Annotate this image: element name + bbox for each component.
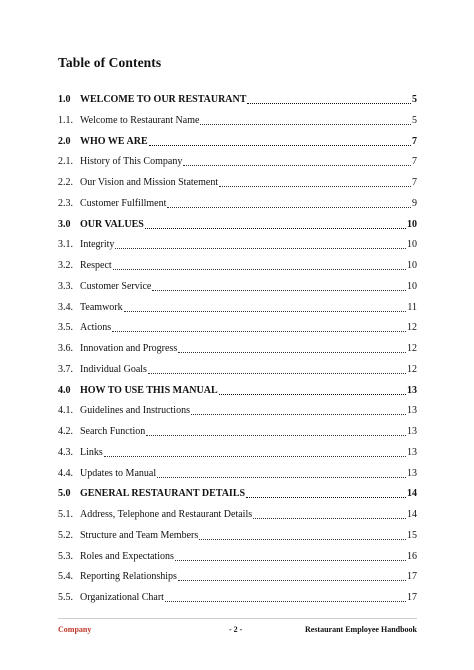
toc-entry[interactable]: [58, 570, 417, 591]
toc-dot-leader: [178, 580, 406, 581]
toc-entry[interactable]: [58, 176, 417, 197]
toc-dot-leader: [253, 518, 406, 519]
toc-entry-label: Customer Service: [80, 280, 152, 292]
toc-entry-page: 15: [407, 529, 417, 541]
toc-entry-page: 13: [407, 384, 417, 396]
toc-entry[interactable]: [58, 425, 417, 446]
toc-entry[interactable]: [58, 446, 417, 467]
toc-entry[interactable]: [58, 508, 417, 529]
toc-entry-number: 3.1.: [58, 239, 73, 251]
toc-list: [58, 93, 417, 612]
toc-section-heading[interactable]: [58, 93, 417, 114]
toc-entry-number: 1.1.: [58, 114, 73, 126]
toc-dot-leader: [246, 497, 406, 498]
toc-dot-leader: [115, 248, 406, 249]
toc-dot-leader: [247, 103, 411, 104]
toc-entry-link[interactable]: [80, 342, 417, 356]
toc-entry-number: 3.3.: [58, 280, 73, 292]
toc-entry-number: 4.2.: [58, 426, 73, 437]
toc-dot-leader: [112, 331, 406, 332]
toc-entry-page: 5: [412, 94, 417, 105]
toc-entry-page: 12: [407, 363, 417, 375]
toc-entry-number: 2.2.: [58, 177, 73, 188]
toc-entry-number: 4.1.: [58, 405, 73, 417]
toc-entry-page: 13: [407, 405, 417, 417]
toc-entry-link[interactable]: [80, 114, 417, 128]
toc-dot-leader: [146, 435, 406, 436]
toc-entry-label: Actions: [80, 322, 112, 334]
toc-dot-leader: [219, 186, 411, 187]
toc-entry-number: 3.4.: [58, 301, 73, 313]
toc-entry-number: 5.4.: [58, 571, 73, 583]
toc-entry-link[interactable]: [80, 570, 417, 584]
toc-entry-label: HOW TO USE THIS MANUAL: [80, 384, 218, 396]
toc-entry[interactable]: [58, 591, 417, 612]
toc-section-heading[interactable]: [58, 487, 417, 508]
toc-entry-page: 10: [407, 260, 417, 271]
toc-dot-leader: [200, 124, 411, 125]
toc-entry-link[interactable]: [80, 591, 417, 605]
toc-entry[interactable]: [58, 155, 417, 176]
toc-dot-leader: [178, 352, 406, 353]
toc-entry-label: Innovation and Progress: [80, 343, 178, 354]
toc-entry-label: Integrity: [80, 239, 115, 251]
toc-entry-page: 11: [407, 301, 417, 313]
toc-entry-link[interactable]: [80, 446, 417, 460]
toc-entry-number: 3.2.: [58, 260, 73, 271]
toc-entry-label: Structure and Team Members: [80, 529, 199, 541]
toc-entry-link[interactable]: [80, 93, 417, 107]
toc-entry-link[interactable]: [80, 218, 417, 232]
page-footer: [58, 618, 417, 639]
toc-entry-link[interactable]: [80, 259, 417, 273]
toc-entry-number: 5.5.: [58, 592, 73, 603]
toc-entry-link[interactable]: [80, 508, 417, 522]
toc-entry-label: Updates to Manual: [80, 467, 157, 479]
toc-dot-leader: [113, 269, 406, 270]
toc-entry-label: GENERAL RESTAURANT DETAILS: [80, 488, 246, 500]
toc-dot-leader: [165, 601, 406, 602]
toc-entry-page: 17: [407, 571, 417, 583]
toc-entry-link[interactable]: [80, 321, 417, 335]
toc-entry-label: History of This Company: [80, 156, 183, 168]
toc-entry-label: OUR VALUES: [80, 218, 144, 230]
toc-dot-leader: [167, 207, 411, 208]
toc-entry-label: WELCOME TO OUR RESTAURANT: [80, 94, 247, 105]
toc-dot-leader: [175, 560, 406, 561]
toc-section-heading[interactable]: [58, 135, 417, 156]
toc-entry-link[interactable]: [80, 197, 417, 211]
toc-entry-label: Links: [80, 446, 103, 458]
toc-entry-number: 4.4.: [58, 467, 73, 479]
toc-entry-page: 7: [412, 156, 417, 168]
toc-entry-number: 5.3.: [58, 550, 73, 562]
toc-dot-leader: [157, 477, 406, 478]
toc-dot-leader: [145, 228, 406, 229]
toc-entry[interactable]: [58, 114, 417, 135]
toc-entry-page: 10: [407, 280, 417, 292]
toc-entry-page: 16: [407, 550, 417, 562]
toc-entry[interactable]: [58, 259, 417, 280]
toc-section-heading[interactable]: [58, 384, 417, 405]
toc-dot-leader: [183, 165, 411, 166]
toc-dot-leader: [149, 145, 411, 146]
toc-entry-number: 1.0: [58, 94, 71, 105]
footer-page-number: - 2 -: [229, 625, 243, 634]
footer-document-title: Restaurant Employee Handbook: [304, 625, 417, 634]
toc-section-heading[interactable]: [58, 218, 417, 239]
toc-entry-page: 13: [407, 426, 417, 437]
toc-entry-link[interactable]: [80, 467, 417, 481]
toc-entry-page: 13: [407, 446, 417, 458]
toc-entry-number: 4.3.: [58, 446, 73, 458]
toc-entry-number: 5.1.: [58, 509, 73, 520]
toc-dot-leader: [148, 373, 406, 374]
toc-entry[interactable]: [58, 280, 417, 301]
toc-entry-label: WHO WE ARE: [80, 135, 148, 147]
toc-dot-leader: [191, 414, 406, 415]
toc-entry-page: 17: [407, 592, 417, 603]
toc-entry-page: 10: [407, 218, 417, 230]
toc-dot-leader: [104, 456, 406, 457]
toc-entry-label: Our Vision and Mission Statement: [80, 177, 219, 188]
toc-entry-link[interactable]: [80, 425, 417, 439]
toc-entry-label: Teamwork: [80, 301, 123, 313]
toc-entry-number: 3.5.: [58, 322, 73, 334]
toc-entry-page: 12: [407, 343, 417, 354]
toc-dot-leader: [152, 290, 406, 291]
toc-entry-number: 2.3.: [58, 197, 73, 209]
toc-entry-link[interactable]: [80, 404, 417, 418]
toc-entry-link[interactable]: [80, 529, 417, 543]
toc-entry-page: 10: [407, 239, 417, 251]
toc-dot-leader: [219, 394, 406, 395]
toc-entry-page: 14: [407, 509, 417, 520]
toc-dot-leader: [199, 539, 406, 540]
toc-entry-number: 2.0: [58, 135, 71, 147]
toc-entry-page: 5: [412, 114, 417, 126]
toc-entry-link[interactable]: [80, 384, 417, 398]
toc-entry-page: 13: [407, 467, 417, 479]
footer-company: Company: [58, 625, 92, 634]
toc-entry[interactable]: [58, 404, 417, 425]
toc-entry-label: Organizational Chart: [80, 592, 164, 603]
toc-entry-number: 3.6.: [58, 343, 73, 354]
toc-entry-page: 7: [412, 177, 417, 188]
toc-dot-leader: [124, 311, 407, 312]
toc-entry-label: Guidelines and Instructions: [80, 405, 190, 417]
toc-entry-label: Individual Goals: [80, 363, 147, 375]
toc-entry-link[interactable]: [80, 135, 417, 149]
toc-entry-label: Search Function: [80, 426, 146, 437]
toc-entry-link[interactable]: [80, 487, 417, 501]
toc-entry[interactable]: [58, 363, 417, 384]
toc-entry-link[interactable]: [80, 301, 417, 315]
toc-entry[interactable]: [58, 342, 417, 363]
toc-entry-number: 2.1.: [58, 156, 73, 168]
toc-entry-number: 3.7.: [58, 363, 73, 375]
toc-entry[interactable]: [58, 467, 417, 488]
toc-entry-number: 3.0: [58, 218, 71, 230]
toc-entry-page: 9: [412, 197, 417, 209]
toc-entry-page: 7: [412, 135, 417, 147]
toc-entry-label: Roles and Expectations: [80, 550, 174, 562]
toc-entry-link[interactable]: [80, 176, 417, 190]
toc-entry[interactable]: [58, 550, 417, 571]
toc-entry[interactable]: [58, 321, 417, 342]
toc-entry-page: 12: [407, 322, 417, 334]
toc-entry-page: 14: [407, 488, 417, 500]
toc-entry-number: 5.2.: [58, 529, 73, 541]
toc-entry[interactable]: [58, 238, 417, 259]
toc-entry-label: Welcome to Restaurant Name: [80, 114, 200, 126]
toc-entry-link[interactable]: [80, 550, 417, 564]
toc-entry-link[interactable]: [80, 280, 417, 294]
toc-entry[interactable]: [58, 529, 417, 550]
toc-entry-link[interactable]: [80, 238, 417, 252]
toc-entry[interactable]: [58, 197, 417, 218]
toc-entry-link[interactable]: [80, 363, 417, 377]
toc-entry-label: Reporting Relationships: [80, 571, 177, 583]
toc-entry-label: Respect: [80, 260, 112, 271]
toc-entry[interactable]: [58, 301, 417, 322]
toc-entry-number: 5.0: [58, 488, 71, 500]
toc-entry-label: Address, Telephone and Restaurant Details: [80, 509, 253, 520]
toc-title: Table of Contents: [58, 55, 162, 70]
toc-entry-link[interactable]: [80, 155, 417, 169]
toc-entry-number: 4.0: [58, 384, 71, 396]
toc-entry-label: Customer Fulfillment: [80, 197, 167, 209]
